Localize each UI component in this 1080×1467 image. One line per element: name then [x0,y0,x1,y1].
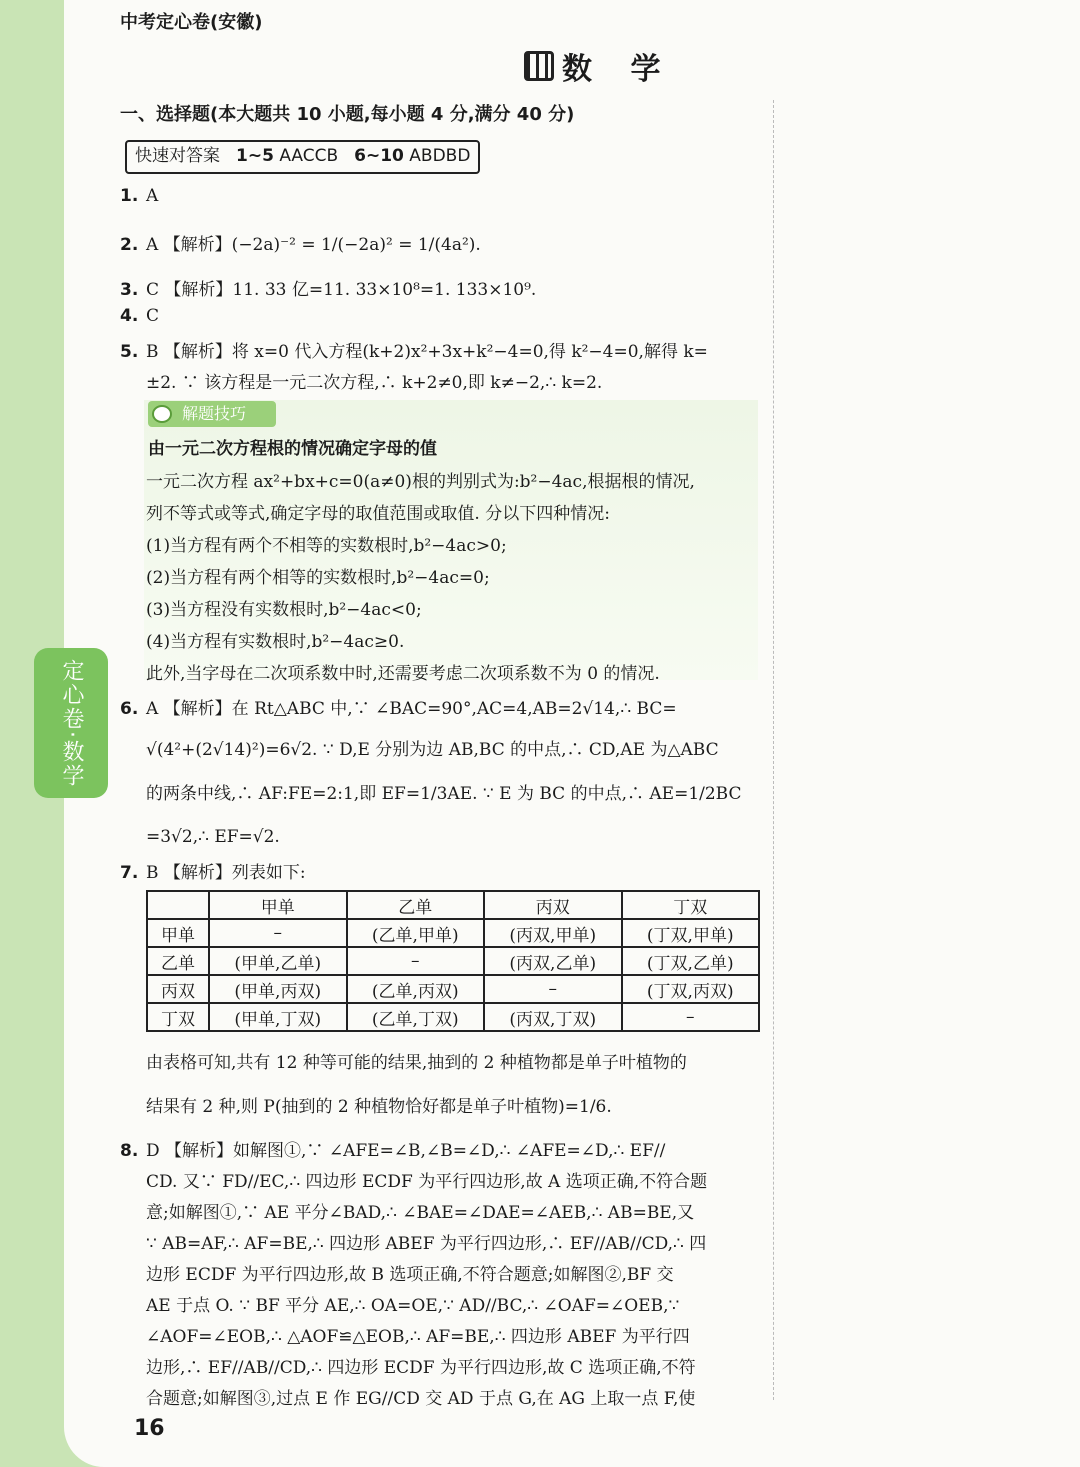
answer-8-cont: 边形,∴ EF//AB//CD,∴ 四边形 ECDF 为平行四边形,故 C 选项正确,不符 [146,1358,696,1378]
table-row [147,919,759,947]
tip-title: 由一元二次方程根的情况确定字母的值 [148,439,437,459]
table-row [147,1003,759,1031]
table-cell: – [347,947,485,975]
table-header-row [147,891,759,919]
answer-8-cont: 合题意;如解图③,过点 E 作 EG//CD 交 AD 于点 G,在 AG 上取一点 F,使 [146,1389,696,1409]
answer-6-cont: 的两条中线,∴ AF:FE=2:1,即 EF=1/3AE. ∵ E 为 BC 的中点,∴ AE=1/2BC [146,784,742,804]
answer-8-cont: CD. 又∵ FD//EC,∴ 四边形 ECDF 为平行四边形,故 A 选项正确,不符合题 [146,1172,708,1192]
tip-line: (2)当方程有两个相等的实数根时,b²−4ac=0; [146,568,490,588]
tip-line: 此外,当字母在二次项系数中时,还需要考虑二次项系数不为 0 的情况. [146,664,660,684]
q-number: 2. [120,235,139,255]
page-number: 16 [134,1416,165,1441]
answer-5 [120,337,708,362]
table-cell: (丙双,甲单) [484,919,622,947]
range-2: 6~10 [354,146,404,166]
answer-6-cont: √(4²+(2√14)²)=6√2. ∵ D,E 分别为边 AB,BC 的中点,∴ CD,AE 为△ABC [146,740,719,760]
answer-8-cont: ∵ AB=AF,∴ AF=BE,∴ 四边形 ABEF 为平行四边形,∴ EF//AB//CD,∴ 四 [146,1234,707,1254]
answer-7-cont: 结果有 2 种,则 P(抽到的 2 种植物恰好都是单子叶植物)=1/6. [146,1097,612,1117]
table-row [147,975,759,1003]
table-cell: (丙双,丁双) [484,1003,622,1031]
table-cell: 丁双 [147,1003,209,1031]
table-cell: (甲单,乙单) [209,947,347,975]
q-number: 1. [120,186,139,206]
tip-line: 列不等式或等式,确定字母的取值范围或取值. 分以下四种情况: [146,504,610,524]
quick-answer-box [125,140,480,174]
quick-answer-label: 快速对答案 [135,146,220,166]
table-cell: 甲单 [147,919,209,947]
table-cell: (乙单,丁双) [347,1003,485,1031]
tip-line: 一元二次方程 ax²+bx+c=0(a≠0)根的判别式为:b²−4ac,根据根的情况, [146,472,695,492]
q-number: 4. [120,306,139,326]
answer-4 [120,306,159,326]
column-divider [773,100,775,1400]
answer-6-cont: =3√2,∴ EF=√2. [146,827,280,847]
answer-text: C 【解析】11. 33 亿=11. 33×10⁸=1. 133×10⁹. [146,280,537,300]
answer-6 [120,694,677,719]
quick-answer-group-1 [236,142,338,172]
table-cell: (甲单,丁双) [209,1003,347,1031]
table-cell: (乙单,丙双) [347,975,485,1003]
q-number: 3. [120,280,139,300]
tip-line: (1)当方程有两个不相等的实数根时,b²−4ac>0; [146,536,507,556]
table-cell: (甲单,丙双) [209,975,347,1003]
table-cell: 乙单 [347,891,485,919]
answer-8-cont: ∠AOF=∠EOB,∴ △AOF≌△EOB,∴ AF=BE,∴ 四边形 ABEF 为平行四 [146,1327,690,1347]
subject-heading [524,44,674,88]
table-cell: (丁双,丙双) [622,975,760,1003]
answer-text: B 【解析】将 x=0 代入方程(k+2)x²+3x+k²−4=0,得 k²−4=0,解得 k= [146,342,708,362]
answer-3 [120,275,536,300]
q-number: 5. [120,342,139,362]
subject-title: 数 学 [562,52,675,87]
q-number: 6. [120,699,139,719]
table-cell: – [484,975,622,1003]
table-cell: 甲单 [209,891,347,919]
table-row [147,947,759,975]
table-cell: – [622,1003,760,1031]
answer-text: C [146,306,160,326]
quick-answer-group-2 [354,142,470,172]
q-number: 8. [120,1141,139,1161]
table-cell [147,891,209,919]
answer-7 [120,858,306,883]
answer-text: A 【解析】(−2a)⁻² = 1/(−2a)² = 1/(4a²). [146,235,481,255]
table-cell: 丙双 [147,975,209,1003]
outcome-table [146,890,760,1032]
answer-text: A 【解析】在 Rt△ABC 中,∵ ∠BAC=90°,AC=4,AB=2√14,∴ BC= [146,699,677,719]
key-icon [152,405,172,423]
answer-8-cont: AE 于点 O. ∵ BF 平分 AE,∴ OA=OE,∵ AD//BC,∴ ∠OAF=∠OEB,∵ [146,1296,680,1316]
answer-8-cont: 边形 ECDF 为平行四边形,故 B 选项正确,不符合题意;如解图②,BF 交 [146,1265,674,1285]
section-title: 一、选择题(本大题共 10 小题,每小题 4 分,满分 40 分) [120,104,575,125]
answers-1: AACCB [279,146,339,166]
tip-line: (3)当方程没有实数根时,b²−4ac<0; [146,600,422,620]
table-cell: (丙双,乙单) [484,947,622,975]
answer-7-cont: 由表格可知,共有 12 种等可能的结果,抽到的 2 种植物都是单子叶植物的 [146,1053,687,1073]
table-cell: 乙单 [147,947,209,975]
table-cell: (丁双,甲单) [622,919,760,947]
table-cell: 丁双 [622,891,760,919]
table-cell: (丁双,乙单) [622,947,760,975]
range-1: 1~5 [236,146,274,166]
answer-text: A [146,186,159,206]
q-number: 7. [120,863,139,883]
grid-logo-icon [524,51,554,81]
answer-5-cont: ±2. ∵ 该方程是一元二次方程,∴ k+2≠0,即 k≠−2,∴ k=2. [146,373,603,393]
side-tab: 定心卷·数学 [34,648,108,798]
tip-line: (4)当方程有实数根时,b²−4ac≥0. [146,632,405,652]
series-title: 中考定心卷(安徽) [120,12,263,33]
answers-2: ABDBD [409,146,471,166]
answer-8 [120,1136,665,1161]
tip-tag: 解题技巧 [148,401,276,427]
table-cell: (乙单,甲单) [347,919,485,947]
answer-text: B 【解析】列表如下: [146,863,306,883]
answer-8-cont: 意;如解图①,∵ AE 平分∠BAD,∴ ∠BAE=∠DAE=∠AEB,∴ AB=BE,又 [146,1203,695,1223]
table-cell: 丙双 [484,891,622,919]
table-cell: – [209,919,347,947]
answer-2 [120,230,481,255]
answer-text: D 【解析】如解图①,∵ ∠AFE=∠B,∠B=∠D,∴ ∠AFE=∠D,∴ EF// [146,1141,666,1161]
answer-1 [120,186,158,206]
